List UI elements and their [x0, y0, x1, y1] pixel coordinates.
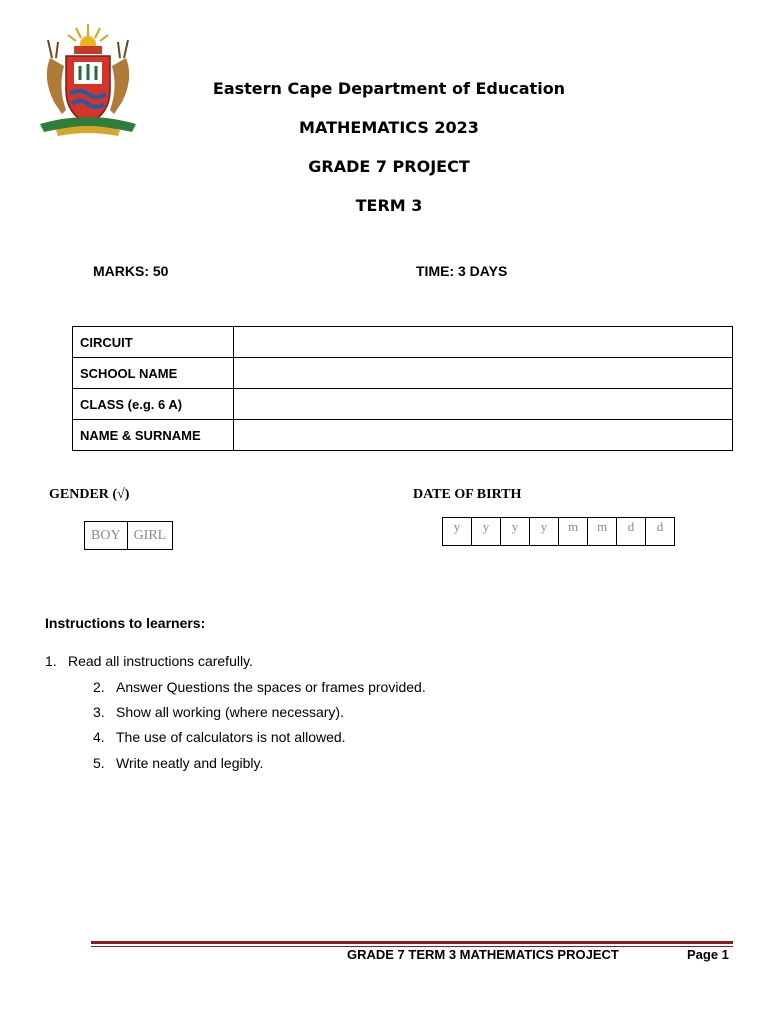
table-row	[73, 327, 733, 358]
class-field[interactable]	[234, 389, 733, 420]
time-label: TIME: 3 DAYS	[416, 263, 508, 279]
class-label: CLASS (e.g. 6 A)	[73, 389, 234, 420]
department-title: Eastern Cape Department of Education	[212, 79, 566, 98]
name-surname-label: NAME & SURNAME	[73, 420, 234, 451]
dob-month-digit[interactable]: m	[587, 518, 616, 545]
gender-option-girl[interactable]: GIRL	[127, 522, 173, 549]
date-of-birth-boxes	[442, 517, 675, 546]
gender-label: GENDER (√)	[49, 487, 130, 502]
school-name-label: SCHOOL NAME	[73, 358, 234, 389]
list-item-text: Read all instructions carefully.	[68, 653, 253, 669]
list-item-text: The use of calculators is not allowed.	[116, 729, 346, 745]
dob-year-digit[interactable]: y	[453, 519, 461, 534]
learner-info-table	[72, 326, 733, 451]
dob-day-digit[interactable]: d	[645, 518, 674, 545]
dob-label: DATE OF BIRTH	[413, 487, 522, 502]
gender-selector	[84, 521, 173, 550]
circuit-label: CIRCUIT	[73, 327, 234, 358]
table-row	[73, 389, 733, 420]
list-item-number: 5.	[93, 755, 105, 771]
list-item-text: Show all working (where necessary).	[116, 704, 344, 720]
footer-title: GRADE 7 TERM 3 MATHEMATICS PROJECT	[347, 947, 619, 962]
instructions-title: Instructions to learners:	[45, 615, 206, 631]
marks-label: MARKS: 50	[93, 263, 169, 279]
dob-year-digit[interactable]: y	[471, 518, 500, 545]
table-row	[73, 420, 733, 451]
circuit-field[interactable]	[234, 327, 733, 358]
dob-day-digit[interactable]: d	[616, 518, 645, 545]
dob-month-digit[interactable]: m	[558, 518, 587, 545]
name-surname-field[interactable]	[234, 420, 733, 451]
list-item-text: Answer Questions the spaces or frames provided.	[116, 679, 426, 695]
table-row	[73, 358, 733, 389]
list-item-number: 2.	[93, 679, 105, 695]
dob-year-digit[interactable]: y	[529, 518, 558, 545]
school-name-field[interactable]	[234, 358, 733, 389]
dob-year-digit[interactable]: y	[500, 518, 529, 545]
gender-option-boy[interactable]: BOY	[91, 528, 121, 543]
subject-title: MATHEMATICS 2023	[299, 118, 479, 137]
page-number: Page 1	[687, 947, 729, 962]
project-title: GRADE 7 PROJECT	[308, 157, 470, 176]
list-item-number: 1.	[45, 653, 57, 669]
list-item-text: Write neatly and legibly.	[116, 755, 264, 771]
list-item-number: 4.	[93, 729, 105, 745]
term-title: TERM 3	[355, 196, 423, 215]
footer-rule	[91, 941, 733, 944]
list-item-number: 3.	[93, 704, 105, 720]
